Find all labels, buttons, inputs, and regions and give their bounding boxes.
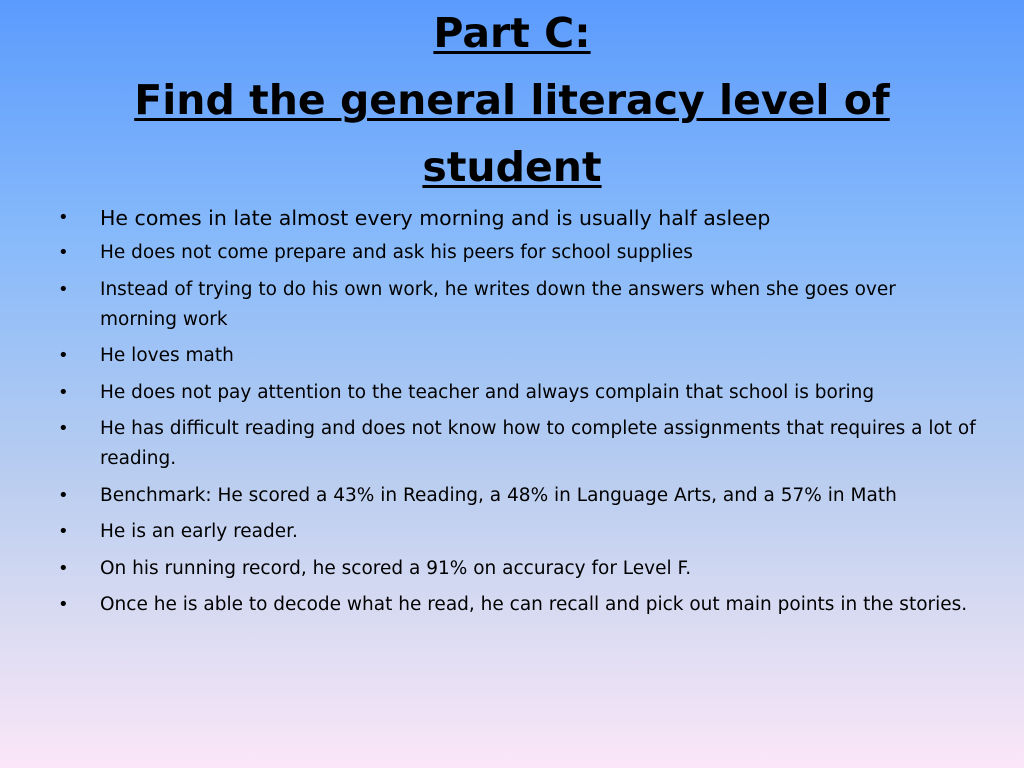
bullet-text: Instead of trying to do his own work, he writes down the answers when she goes over morning work <box>100 278 896 330</box>
bullet-item-10 <box>58 590 978 620</box>
bullet-dot-icon: • <box>58 521 69 542</box>
title-line-2: Find the general literacy level of <box>134 76 890 124</box>
bullet-text: He loves math <box>100 345 234 366</box>
title-line-3: student <box>422 143 602 191</box>
bullet-text: He does not pay attention to the teacher and always complain that school is boring <box>100 381 875 403</box>
bullet-text: Once he is able to decode what he read, he can recall and pick out main points in the stories. <box>100 594 968 615</box>
bullet-dot-icon: • <box>58 242 69 263</box>
bullet-list <box>58 201 978 627</box>
bullet-item-5 <box>58 378 978 408</box>
bullet-dot-icon: • <box>58 484 69 506</box>
bullet-text: He comes in late almost every morning and is usually half asleep <box>100 206 771 230</box>
bullet-item-3 <box>58 275 978 335</box>
bullet-dot-icon: • <box>58 207 69 228</box>
bullet-item-4 <box>58 341 978 371</box>
bullet-dot-icon: • <box>58 381 69 403</box>
title-line-1: Part C: <box>433 9 591 57</box>
bullet-dot-icon: • <box>58 278 69 300</box>
bullet-text: He does not come prepare and ask his peers for school supplies <box>100 242 693 263</box>
bullet-dot-icon: • <box>58 594 69 615</box>
bullet-item-6 <box>58 414 978 474</box>
bullet-text: On his running record, he scored a 91% on accuracy for Level F. <box>100 557 692 579</box>
bullet-text: He is an early reader. <box>100 521 298 542</box>
bullet-item-2 <box>58 238 978 268</box>
bullet-dot-icon: • <box>58 418 69 439</box>
bullet-text: Benchmark: He scored a 43% in Reading, a 48% in Language Arts, and a 57% in Math <box>100 484 897 506</box>
bullet-item-8 <box>58 517 978 547</box>
bullet-item-1 <box>58 201 978 235</box>
slide-title <box>60 0 964 201</box>
bullet-item-7 <box>58 481 978 511</box>
bullet-text: He has difficult reading and does not know how to complete assignments that requires a lot of reading. <box>100 418 976 469</box>
bullet-item-9 <box>58 554 978 584</box>
bullet-dot-icon: • <box>58 557 69 579</box>
bullet-dot-icon: • <box>58 345 69 366</box>
